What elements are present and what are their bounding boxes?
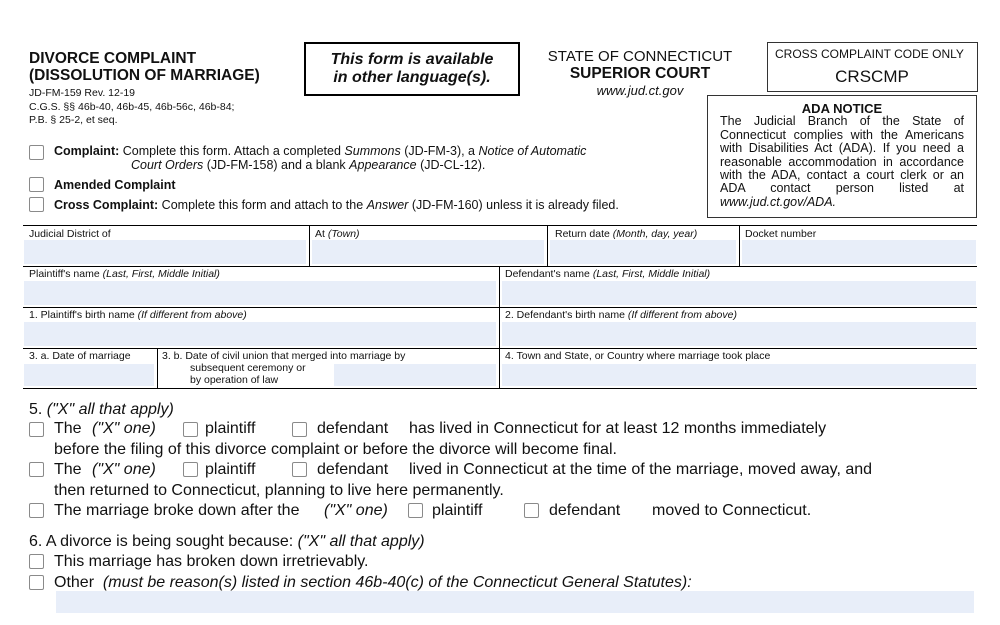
amended-complaint-label: Amended Complaint bbox=[54, 178, 176, 192]
docket-number-label: Docket number bbox=[745, 228, 817, 240]
state-name: STATE OF CONNECTICUT bbox=[547, 48, 733, 65]
section6-heading: 6. A divorce is being sought because: ("X" all that apply) bbox=[29, 533, 425, 550]
ada-title: ADA NOTICE bbox=[801, 101, 883, 116]
divider bbox=[23, 266, 977, 267]
marriage-date-label: 3. a. Date of marriage bbox=[29, 350, 131, 362]
defendant-name-label: Defendant's name (Last, First, Middle Initial) bbox=[505, 268, 711, 280]
town-input[interactable] bbox=[312, 240, 544, 264]
row1-text: has lived in Connecticut for at least 12 months immediately bbox=[409, 420, 827, 437]
docket-number-input[interactable] bbox=[742, 240, 976, 264]
defendant-label: defendant bbox=[317, 461, 389, 478]
plaintiff-name-label: Plaintiff's name (Last, First, Middle Initial) bbox=[29, 268, 220, 280]
row2-defendant-checkbox[interactable] bbox=[292, 462, 307, 477]
other-reason-input[interactable] bbox=[56, 591, 974, 613]
row1-defendant-checkbox[interactable] bbox=[292, 422, 307, 437]
defendant-name-input[interactable] bbox=[502, 281, 976, 305]
row3-text: The marriage broke down after the bbox=[54, 502, 300, 519]
the-label: The bbox=[54, 461, 82, 478]
amended-complaint-checkbox[interactable] bbox=[29, 177, 44, 192]
divider bbox=[309, 225, 310, 266]
court-heading bbox=[520, 48, 760, 99]
divider bbox=[499, 266, 500, 388]
language-notice[interactable]: This form is available in other language(s). bbox=[304, 42, 520, 96]
divider bbox=[157, 348, 158, 388]
divider bbox=[23, 307, 977, 308]
judicial-district-label: Judicial District of bbox=[29, 228, 111, 240]
form-title: DIVORCE COMPLAINT (DISSOLUTION OF MARRIAGE) bbox=[29, 50, 260, 84]
row3-plaintiff-checkbox[interactable] bbox=[408, 503, 423, 518]
x-one-hint: ("X" one) bbox=[324, 502, 388, 519]
plaintiff-label: plaintiff bbox=[432, 502, 483, 519]
row2-text: lived in Connecticut at the time of the marriage, moved away, and bbox=[409, 461, 873, 478]
town-label: At (Town) bbox=[315, 228, 360, 240]
x-one-hint: ("X" one) bbox=[92, 461, 156, 478]
civil-union-label: 3. b. Date of civil union that merged into marriage by subsequent ceremony or by operation of law bbox=[162, 350, 406, 386]
judicial-district-input[interactable] bbox=[24, 240, 306, 264]
defendant-birth-label: 2. Defendant's birth name (If different from above) bbox=[505, 309, 737, 321]
cross-complaint-option: Cross Complaint: Complete this form and attach to the Answer (JD-FM-160) unless it is already filed. bbox=[54, 198, 619, 212]
statutes: C.G.S. §§ 46b-40, 46b-45, 46b-56c, 46b-84; bbox=[29, 101, 235, 113]
complaint-checkbox[interactable] bbox=[29, 145, 44, 160]
divider bbox=[23, 348, 977, 349]
ada-text: The Judicial Branch of the State of Connecticut complies with the Americans with Disabilities Act (ADA). If you need a reasonable accommodation in accordance with the ADA, contact a court clerk or an ADA contact person listed at bbox=[720, 114, 964, 196]
section5-heading: 5. ("X" all that apply) bbox=[29, 401, 174, 418]
marriage-place-input[interactable] bbox=[502, 364, 976, 386]
plaintiff-birth-label: 1. Plaintiff's birth name (If different from above) bbox=[29, 309, 247, 321]
divider bbox=[739, 225, 740, 266]
defendant-label: defendant bbox=[549, 502, 621, 519]
defendant-label: defendant bbox=[317, 420, 389, 437]
residency-12-months-checkbox[interactable] bbox=[29, 422, 44, 437]
row1-continuation: before the filing of this divorce complaint or before the divorce will become final. bbox=[54, 441, 617, 458]
court-name: SUPERIOR COURT bbox=[569, 65, 711, 82]
divider bbox=[23, 225, 977, 226]
row2-plaintiff-checkbox[interactable] bbox=[183, 462, 198, 477]
moved-after-breakdown-checkbox[interactable] bbox=[29, 503, 44, 518]
the-label: The bbox=[54, 420, 82, 437]
ada-link[interactable]: www.jud.ct.gov/ADA. bbox=[720, 194, 837, 209]
other-reason-label: Other (must be reason(s) listed in section 46b-40(c) of the Connecticut General Statutes): bbox=[54, 574, 692, 591]
divider bbox=[547, 225, 548, 266]
irretrievable-breakdown-label: This marriage has broken down irretrievably. bbox=[54, 553, 369, 570]
row2-continuation: then returned to Connecticut, planning to live here permanently. bbox=[54, 482, 504, 499]
row1-plaintiff-checkbox[interactable] bbox=[183, 422, 198, 437]
return-date-input[interactable] bbox=[550, 240, 736, 264]
plaintiff-name-input[interactable] bbox=[24, 281, 496, 305]
return-date-label: Return date (Month, day, year) bbox=[555, 228, 698, 240]
court-website: www.jud.ct.gov bbox=[596, 83, 684, 98]
marriage-place-label: 4. Town and State, or Country where marriage took place bbox=[505, 350, 771, 362]
plaintiff-label: plaintiff bbox=[205, 420, 256, 437]
complaint-option-cont: Court Orders (JD-FM-158) and a blank Appearance (JD-CL-12). bbox=[131, 158, 486, 172]
row3-defendant-checkbox[interactable] bbox=[524, 503, 539, 518]
other-reason-checkbox[interactable] bbox=[29, 575, 44, 590]
plaintiff-label: plaintiff bbox=[205, 461, 256, 478]
defendant-birth-name-input[interactable] bbox=[502, 322, 976, 346]
irretrievable-breakdown-checkbox[interactable] bbox=[29, 554, 44, 569]
marriage-date-input[interactable] bbox=[24, 364, 154, 386]
cross-code-label: CROSS COMPLAINT CODE ONLY bbox=[775, 47, 964, 61]
ada-notice bbox=[707, 95, 977, 218]
residency-returned-checkbox[interactable] bbox=[29, 462, 44, 477]
row3-end: moved to Connecticut. bbox=[652, 502, 812, 519]
practice-book: P.B. § 25-2, et seq. bbox=[29, 114, 118, 126]
cross-complaint-checkbox[interactable] bbox=[29, 197, 44, 212]
divider bbox=[23, 388, 977, 389]
plaintiff-birth-name-input[interactable] bbox=[24, 322, 496, 346]
form-number: JD-FM-159 Rev. 12-19 bbox=[29, 87, 136, 99]
complaint-option: Complaint: Complete this form. Attach a completed Summons (JD-FM-3), a Notice of Automatic bbox=[54, 144, 587, 158]
cross-code-field[interactable]: CRSCMP bbox=[835, 67, 909, 86]
x-one-hint: ("X" one) bbox=[92, 420, 156, 437]
